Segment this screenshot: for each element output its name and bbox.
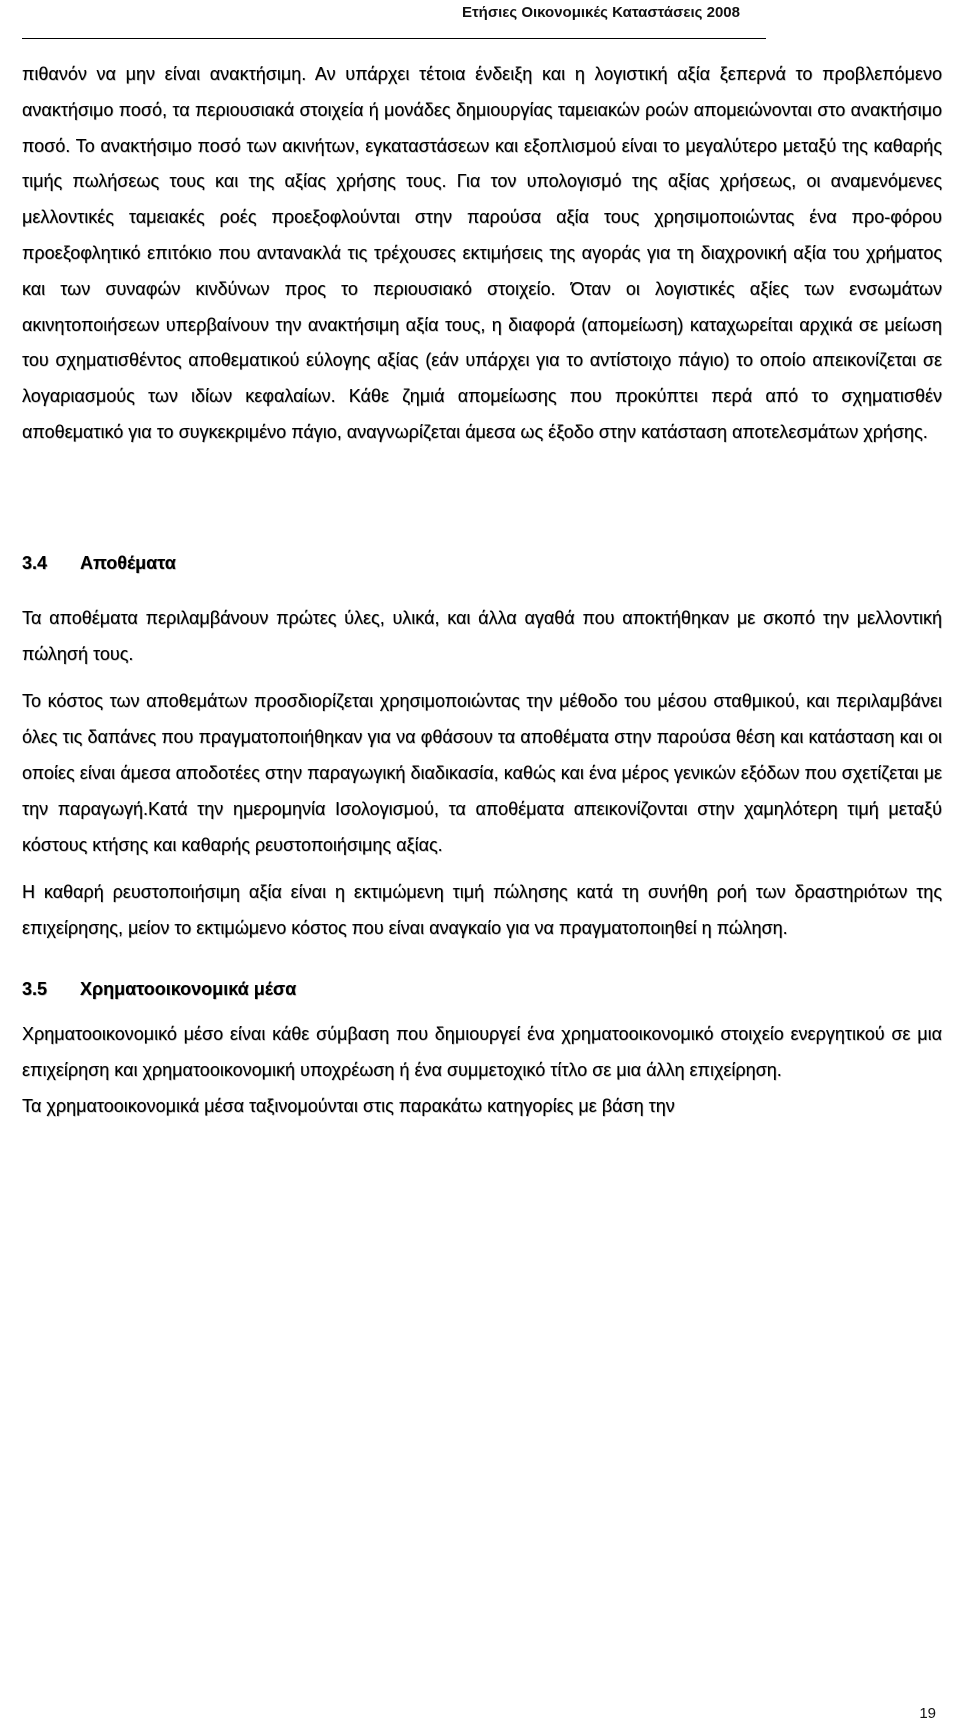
paragraph-impairment: πιθανόν να μην είναι ανακτήσιμη. Αν υπάρχει τέτοια ένδειξη και η λογιστική αξία ξεπερνά το προβλεπόμενο ανακτήσιμο ποσό, τα περιουσιακά στοιχεία ή μονάδες δημιουργίας ταμειακών ροών απομειώνονται στο ανακτήσιμο ποσό. Το ανακτήσιμο ποσό των ακινήτων, εγκαταστάσεων και εξοπλισμού είναι το μεγαλύτερο μεταξύ της καθαρής τιμής πωλήσεως τους και της αξίας χρήσης τους. Για τον υπολογισμό της αξίας χρήσεως, οι αναμενόμενες μελλοντικές ταμειακές ροές προεξοφλούνται στην παρούσα αξία τους χρησιμοποιώντας ένα προ-φόρου προεξοφλητικό επιτόκιο που αντανακλά τις τρέχουσες εκτιμήσεις της αγοράς για τη διαχρονική αξία του χρήματος και των συναφών κινδύνων προς το περιουσιακό στοιχείο. Όταν οι λογιστικές αξίες των ενσωμάτων ακινητοποιήσεων υπερβαίνουν την ανακτήσιμη αξία τους, η διαφορά (απομείωση) καταχωρείται αρχικά σε μείωση του σχηματισθέντος αποθεματικού εύλογης αξίας (εάν υπάρχει για το αντίστοιχο πάγιο) το οποίο απεικονίζεται σε λογαριασμούς των ιδίων κεφαλαίων. Κάθε ζημιά απομείωσης που προκύπτει περά από το σχηματισθέν αποθεματικό για το συγκεκριμένο πάγιο, αναγνωρίζεται άμεσα ως έξοδο στην κατάσταση αποτελεσμάτων χρήσης.: [22, 64, 942, 442]
paragraph-inventories-cost: Το κόστος των αποθεμάτων προσδιορίζεται χρησιμοποιώντας την μέθοδο του μέσου σταθμικού, και περιλαμβάνει όλες τις δαπάνες που πραγματοποιήθηκαν για να φθάσουν τα αποθέματα στην παρούσα θέση και κατάσταση και οι οποίες είναι άμεσα αποδοτέες στην παραγωγική διαδικασία, καθώς και ένα μέρος γενικών εξόδων που σχετίζεται με την παραγωγή.Κατά την ημερομηνία Ισολογισμού, τα αποθέματα απεικονίζονται στην χαμηλότερη τιμή μεταξύ κόστους κτήσης και καθαρής ρευστοποιήσιμης αξίας.: [22, 691, 942, 855]
section-title: Χρηματοοικονομικά μέσα: [80, 978, 297, 999]
section-heading-financial-instruments: [22, 971, 942, 1007]
paragraph-net-realizable-value: Η καθαρή ρευστοποιήσιμη αξία είναι η εκτιμώμενη τιμή πώλησης κατά τη συνήθη ροή των δραστηριότων της επιχείρησης, μείον το εκτιμώμενο κόστος που είναι αναγκαίο για να πραγματοποιηθεί η πώληση.: [22, 882, 942, 939]
page-content: [22, 57, 942, 1124]
page-number: 19: [919, 1705, 936, 1722]
header-rule: [22, 38, 766, 39]
paragraph-financial-instrument-definition: Χρηματοοικονομικό μέσο είναι κάθε σύμβαση που δημιουργεί ένα χρηματοοικονομικό στοιχείο ενεργητικού σε μια επιχείρηση και χρηματοοικονομική υποχρέωση ή ένα συμμετοχικό τίτλο σε μια άλλη επιχείρηση.: [22, 1023, 942, 1080]
section-number: 3.4: [22, 552, 48, 573]
section-heading-inventories: [22, 545, 942, 581]
paragraph-inventories-definition: Τα αποθέματα περιλαμβάνουν πρώτες ύλες, υλικά, και άλλα αγαθά που αποκτήθηκαν με σκοπό την μελλοντική πώλησή τους.: [22, 607, 942, 664]
section-number: 3.5: [22, 978, 48, 999]
running-header: Ετήσιες Οικονομικές Καταστάσεις 2008: [461, 4, 740, 21]
paragraph-financial-instrument-categories: Τα χρηματοοικονομικά μέσα ταξινομούνται στις παρακάτω κατηγορίες με βάση την: [22, 1095, 675, 1116]
section-title: Αποθέματα: [80, 552, 176, 573]
